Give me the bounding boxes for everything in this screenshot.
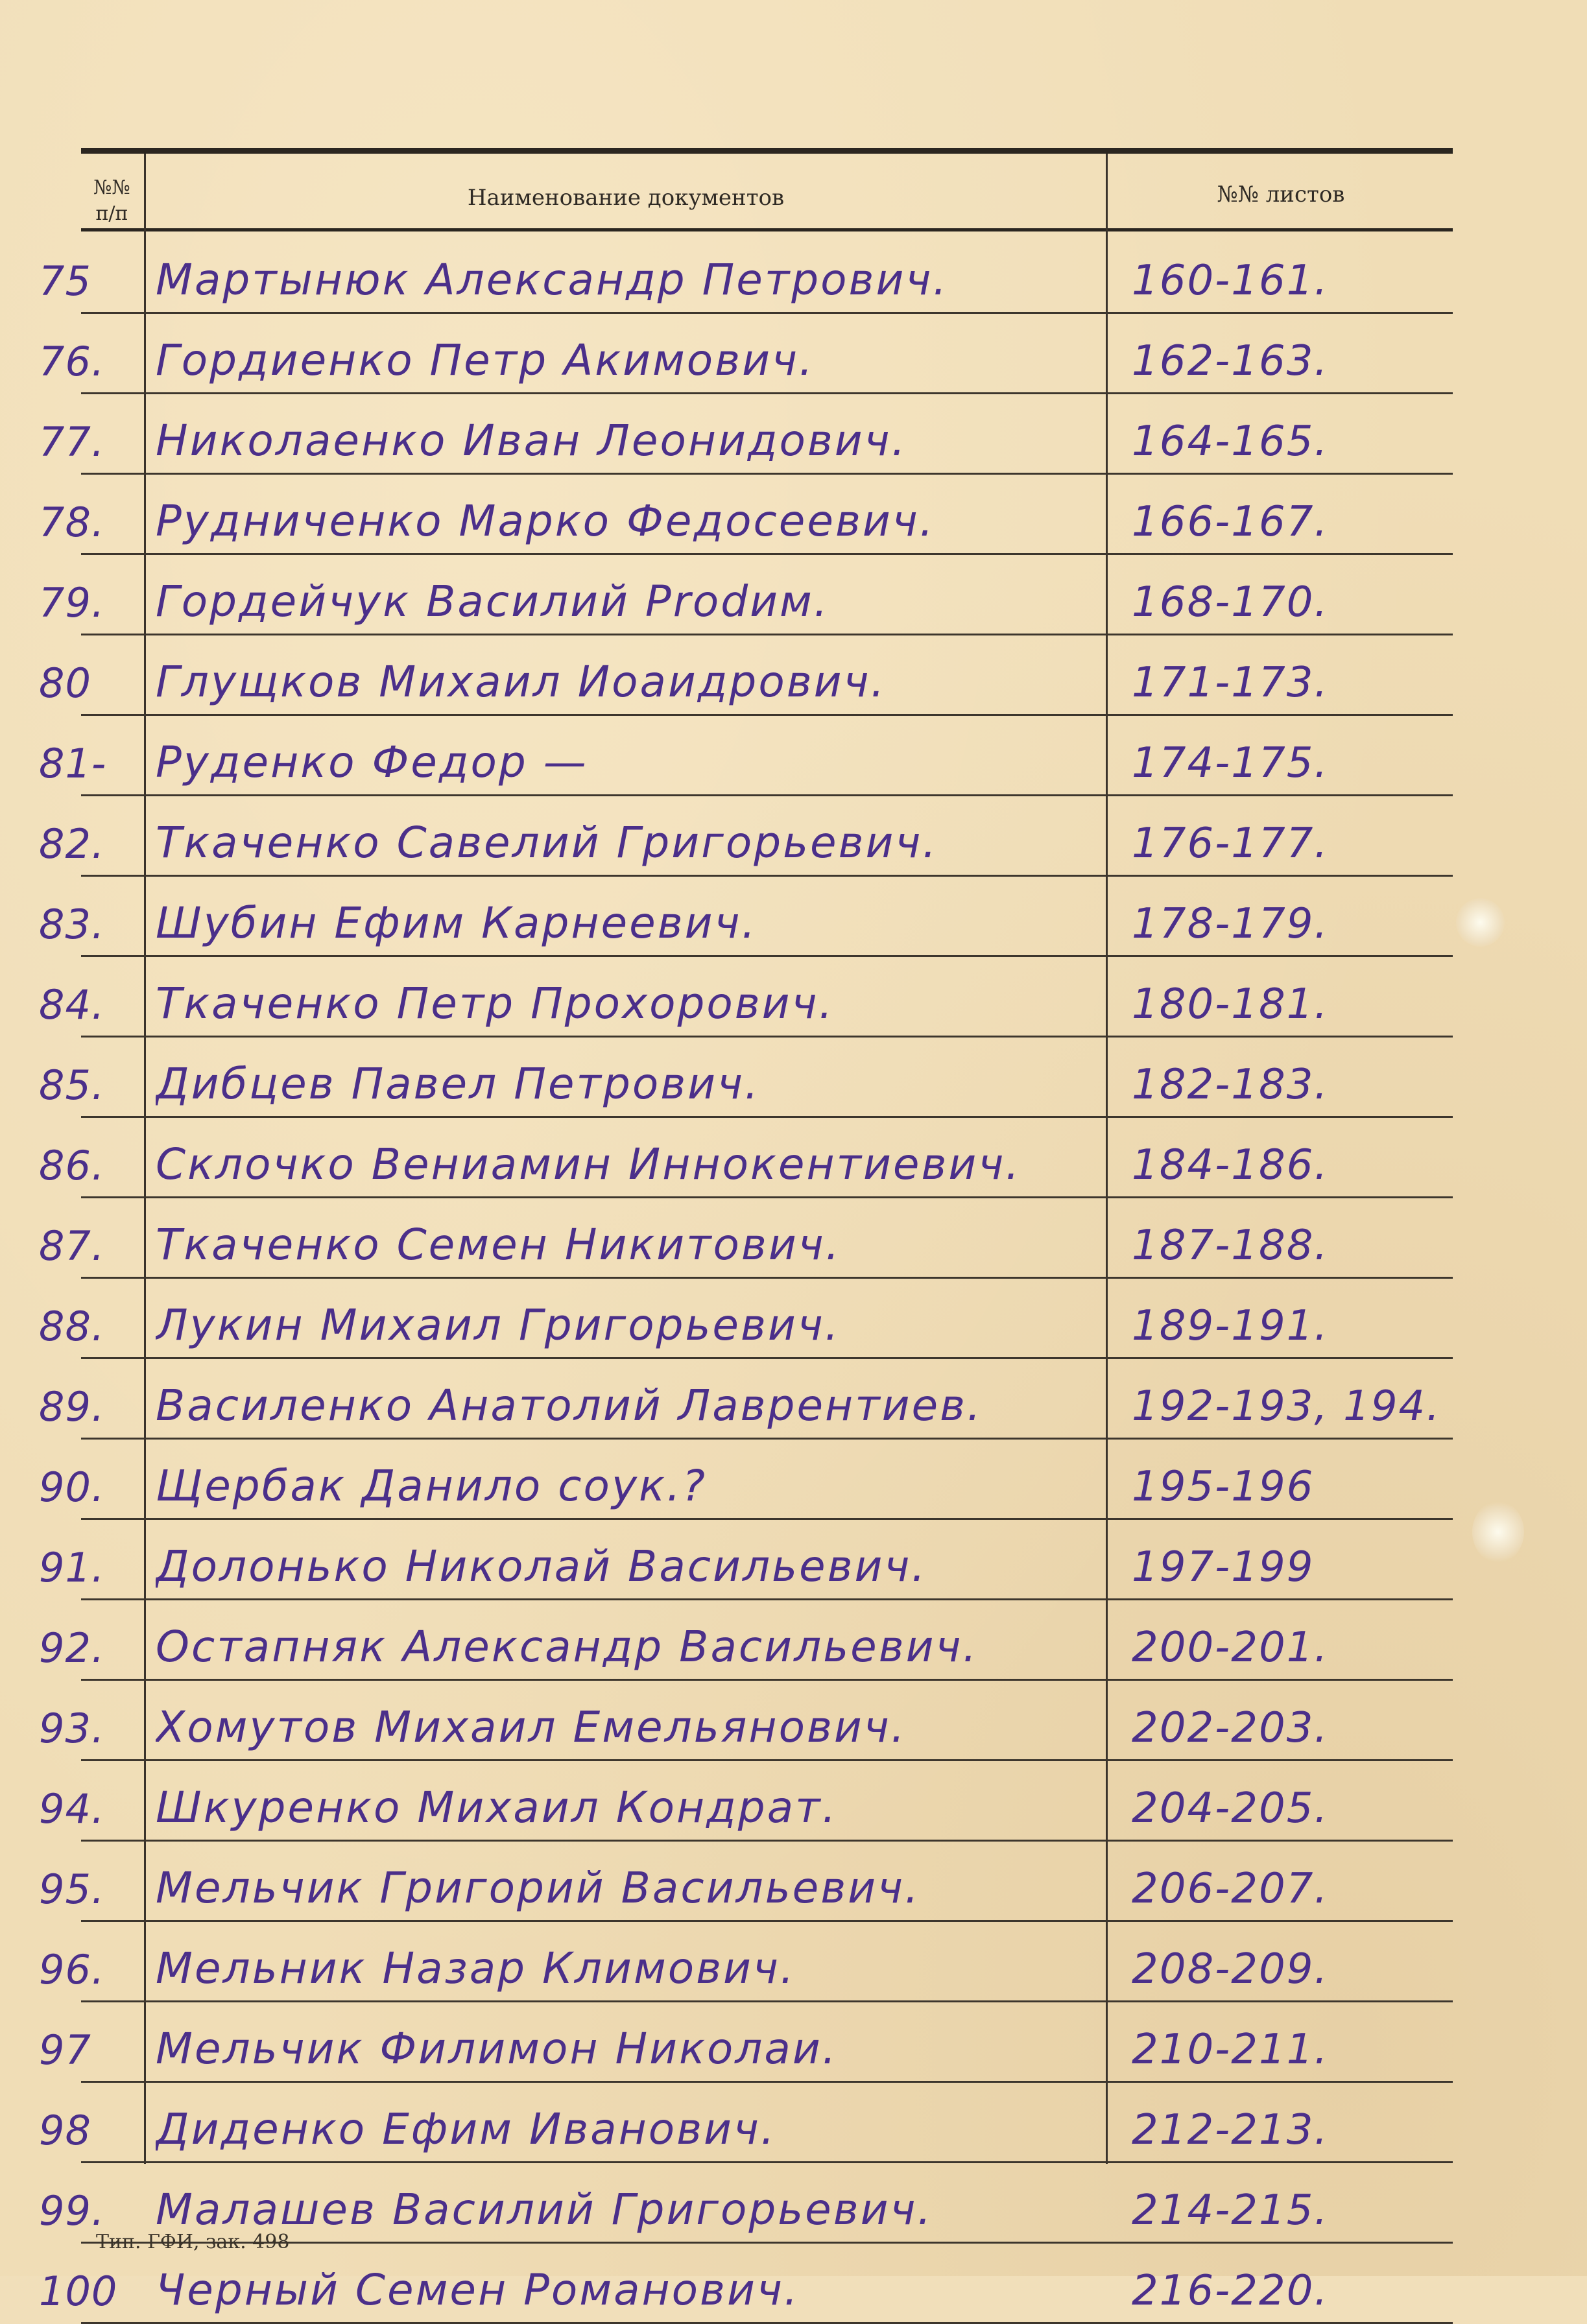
document-name: Ткаченко Петр Прохорович.	[156, 978, 835, 1028]
sheet-range: 214-215.	[1132, 2187, 1329, 2235]
sheet-range: 216-220.	[1132, 2267, 1329, 2315]
row-number: 90.	[39, 1464, 105, 1511]
document-name: Рудниченко Марко Федосеевич.	[156, 496, 935, 546]
sheet-range: 197-199	[1132, 1543, 1315, 1591]
table-row	[0, 1118, 1587, 1198]
table-top-rule	[81, 148, 1453, 154]
table-row	[0, 1520, 1587, 1600]
document-name: Ткаченко Семен Никитович.	[156, 1220, 841, 1270]
row-number: 85.	[39, 1061, 105, 1109]
sheet-range: 171-173.	[1132, 659, 1329, 707]
document-name: Шкуренко Михаил Кондрат.	[156, 1783, 838, 1832]
document-name: Щербак Данило соук.?	[156, 1461, 707, 1511]
document-name: Хомутов Михаил Емельянович.	[156, 1702, 907, 1752]
document-name: Лукин Михаил Григорьевич.	[156, 1300, 841, 1350]
table-row	[0, 314, 1587, 394]
row-number: 81-	[39, 740, 107, 787]
table-row	[0, 1440, 1587, 1520]
column-header-number: №№ п/п	[93, 176, 130, 225]
row-number: 93.	[39, 1705, 105, 1752]
table-row	[0, 2083, 1587, 2163]
table-header-rule	[81, 228, 1453, 231]
row-number: 82.	[39, 820, 105, 868]
sheet-range: 204-205.	[1132, 1784, 1329, 1832]
row-number: 80	[39, 659, 91, 707]
document-name: Дибцев Павел Петрович.	[156, 1059, 761, 1109]
sheet-range: 210-211.	[1132, 2026, 1329, 2074]
printer-imprint: Тип. ГФИ, зак. 498	[96, 2231, 290, 2253]
sheet-range: 200-201.	[1132, 1624, 1329, 1672]
row-number: 97	[39, 2026, 91, 2074]
sheet-range: 162-163.	[1132, 337, 1329, 385]
row-number: 77.	[39, 418, 105, 466]
sheet-range: 178-179.	[1132, 900, 1329, 948]
row-number: 75	[39, 257, 91, 305]
row-number: 86.	[39, 1142, 105, 1189]
row-number: 78.	[39, 499, 105, 546]
table-row	[0, 2002, 1587, 2083]
table-row	[0, 1681, 1587, 1761]
row-number: 98	[39, 2107, 91, 2154]
sheet-range: 192-193, 194.	[1132, 1382, 1441, 1430]
document-name: Черный Семен Романович.	[156, 2265, 800, 2315]
sheet-range: 208-209.	[1132, 1945, 1329, 1993]
document-name: Мартынюк Александр Петрович.	[156, 255, 949, 305]
sheet-range: 189-191.	[1132, 1302, 1329, 1350]
sheet-range: 212-213.	[1132, 2106, 1329, 2154]
column-header-sheets: №№ листов	[1217, 182, 1345, 208]
row-number: 91.	[39, 1544, 105, 1591]
row-number: 89.	[39, 1383, 105, 1430]
document-name: Руденко Федор —	[156, 737, 588, 787]
row-number: 84.	[39, 981, 105, 1028]
document-name: Шубин Ефим Карнеевич.	[156, 898, 758, 948]
document-name: Глущков Михаил Иоаидрович.	[156, 657, 887, 707]
document-name: Гордейчук Василий Prodим.	[156, 576, 829, 626]
table-row	[0, 1279, 1587, 1359]
document-name: Малашев Василий Григорьевич.	[156, 2185, 933, 2235]
row-number: 88.	[39, 1303, 105, 1350]
document-name: Гордиенко Петр Акимович.	[156, 335, 815, 385]
row-number: 99.	[39, 2187, 105, 2235]
sheet-range: 187-188.	[1132, 1222, 1329, 1270]
table-row	[0, 796, 1587, 877]
document-name: Долонько Николай Васильевич.	[156, 1541, 927, 1591]
row-number: 79.	[39, 579, 105, 626]
document-name: Склочко Вениамин Иннокентиевич.	[156, 1139, 1021, 1189]
row-number: 95.	[39, 1866, 105, 1913]
table-row	[0, 475, 1587, 555]
document-name: Николаенко Иван Леонидович.	[156, 416, 907, 466]
document-name: Ткаченко Савелий Григорьевич.	[156, 818, 938, 868]
sheet-range: 160-161.	[1132, 257, 1329, 305]
sheet-range: 206-207.	[1132, 1865, 1329, 1913]
row-number: 83.	[39, 901, 105, 948]
document-name: Мельчик Григорий Васильевич.	[156, 1863, 920, 1913]
column-header-document-name: Наименование документов	[467, 185, 785, 211]
document-name: Диденко Ефим Иванович.	[156, 2104, 776, 2154]
sheet-range: 168-170.	[1132, 578, 1329, 626]
document-name: Мельник Назар Климович.	[156, 1943, 796, 1993]
sheet-range: 184-186.	[1132, 1141, 1329, 1189]
table-row	[0, 394, 1587, 475]
table-row	[0, 1359, 1587, 1440]
sheet-range: 180-181.	[1132, 980, 1329, 1028]
sheet-range: 166-167.	[1132, 498, 1329, 546]
table-row	[0, 1842, 1587, 1922]
sheet-range: 182-183.	[1132, 1061, 1329, 1109]
table-row	[0, 957, 1587, 1038]
document-name: Василенко Анатолий Лаврентиев.	[156, 1381, 983, 1430]
row-number: 94.	[39, 1785, 105, 1832]
table-row	[0, 1198, 1587, 1279]
sheet-range: 176-177.	[1132, 820, 1329, 868]
table-row	[0, 555, 1587, 635]
row-number: 100	[39, 2268, 118, 2315]
sheet-range: 202-203.	[1132, 1704, 1329, 1752]
sheet-range: 195-196	[1132, 1463, 1315, 1511]
table-row	[0, 1761, 1587, 1842]
document-name: Мельчик Филимон Николаи.	[156, 2024, 838, 2074]
table-row	[0, 2244, 1587, 2324]
document-name: Остапняк Александр Васильевич.	[156, 1622, 979, 1672]
row-number: 92.	[39, 1624, 105, 1672]
table-row	[0, 233, 1587, 314]
sheet-range: 164-165.	[1132, 418, 1329, 466]
row-number: 96.	[39, 1946, 105, 1993]
table-row	[0, 1038, 1587, 1118]
row-number: 76.	[39, 338, 105, 385]
table-row	[0, 1600, 1587, 1681]
table-row	[0, 716, 1587, 796]
table-row	[0, 635, 1587, 716]
table-row	[0, 1922, 1587, 2002]
sheet-range: 174-175.	[1132, 739, 1329, 787]
row-number: 87.	[39, 1222, 105, 1270]
table-row	[0, 877, 1587, 957]
